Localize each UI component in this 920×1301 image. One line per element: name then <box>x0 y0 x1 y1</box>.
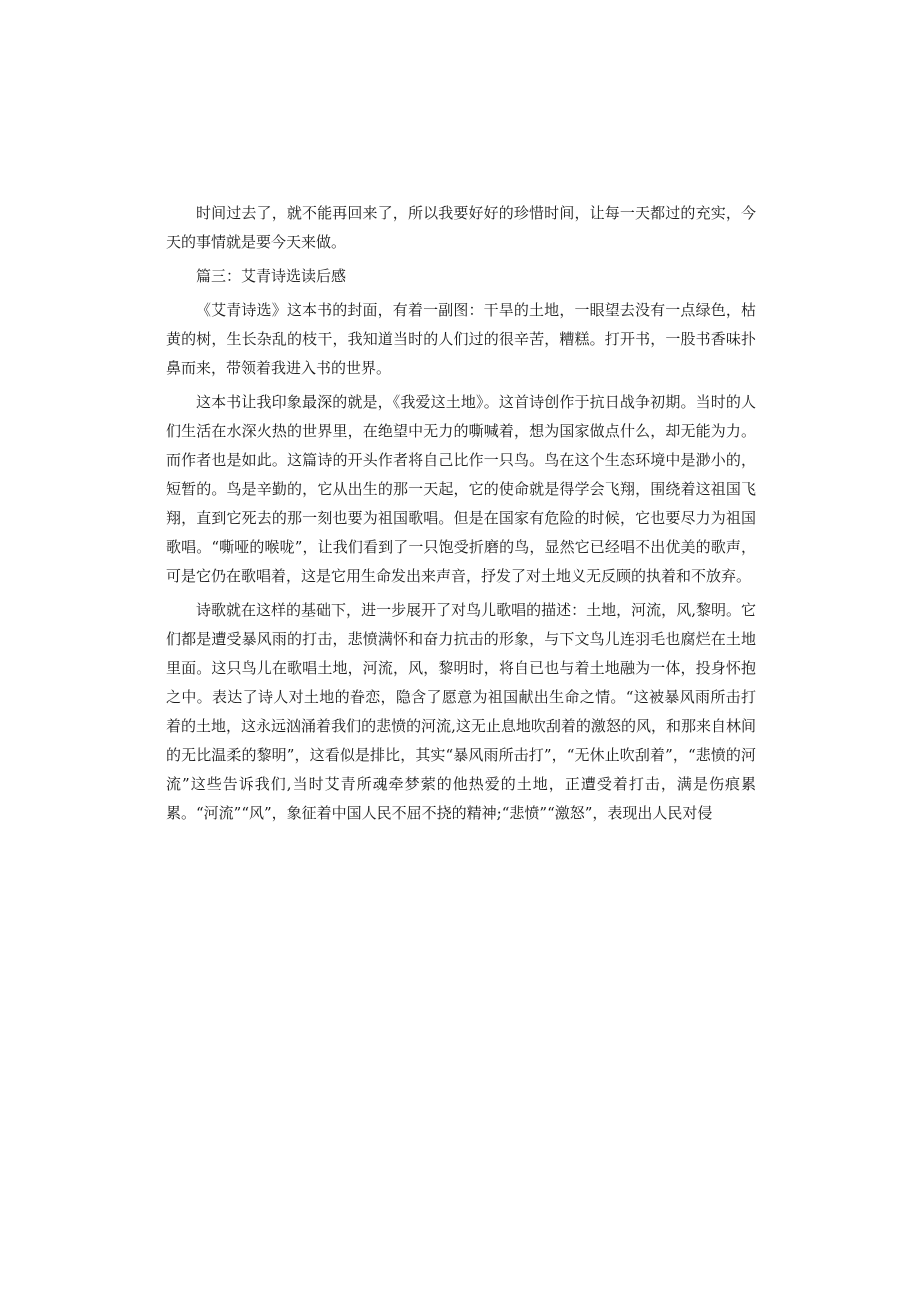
paragraph-poem-analysis: 这本书让我印象最深的就是，《我爱这土地》。这首诗创作于抗日战争初期。当时的人们生活在水深火热的世界里，在绝望中无力的嘶喊着，想为国家做点什么，却无能为力。而作者也是如此。这篇诗的开头作者将自己比作一只鸟。鸟在这个生态环境中是渺小的，短暂的。鸟是辛勤的，它从出生的那一天起，它的使命就是得学会飞翔，围绕着这祖国飞翔，直到它死去的那一刻也要为祖国歌唱。但是在国家有危险的时候，它也要尽力为祖国歌唱。“嘶哑的喉咙”，让我们看到了一只饱受折磨的鸟，显然它已经唱不出优美的歌声，可是它仍在歌唱着，这是它用生命发出来声音，抒发了对土地义无反顾的执着和不放弃。 <box>166 393 756 585</box>
paragraph-poem-imagery: 诗歌就在这样的基础下，进一步展开了对鸟儿歌唱的描述：土地，河流，风,黎明。它们都是遭受暴风雨的打击，悲愤满怀和奋力抗击的形象，与下文鸟儿连羽毛也腐烂在土地里面。这只鸟儿在歌唱土地，河流，风，黎明时，将自已也与着土地融为一体，投身怀抱之中。表达了诗人对土地的眷恋，隐含了愿意为祖国献出生命之情。“这被暴风雨所击打着的土地，这永远汹涌着我们的悲愤的河流,这无止息地吹刮着的激怒的风，和那来自林间的无比温柔的黎明”，这看似是排比，其实“暴风雨所击打”，“无休止吹刮着”，“悲愤的河流”这些告诉我们,当时艾青所魂牵梦萦的他热爱的土地，正遭受着打击，满是伤痕累累。“河流”“风”，象征着中国人民不屈不挠的精神;“悲愤”“激怒”，表现出人民对侵 <box>166 601 756 822</box>
section-heading: 篇三：艾青诗选读后感 <box>196 267 347 285</box>
paragraph-book-cover: 《艾青诗选》这本书的封面，有着一副图：干旱的土地，一眼望去没有一点绿色，枯黄的树，生长杂乱的枝干，我知道当时的人们过的很辛苦，糟糕。打开书，一股书香味扑鼻而来，带领着我进入书的世界。 <box>166 301 756 377</box>
paragraph-intro: 时间过去了，就不能再回来了，所以我要好好的珍惜时间，让每一天都过的充实，今天的事情就是要今天来做。 <box>166 204 756 251</box>
document-body <box>166 199 756 833</box>
